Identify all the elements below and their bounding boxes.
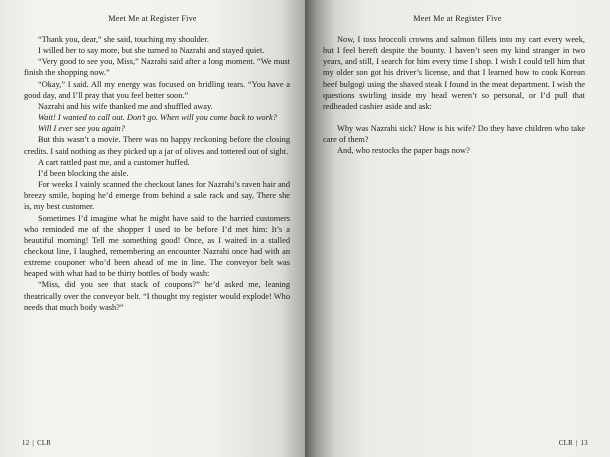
running-head: Meet Me at Register Five [108,14,197,23]
folio-label: CLR [37,440,52,447]
paragraph: Sometimes I’d imagine what he might have said to the harried customers who reminded me of the shopper I used to be before I’d met him: It’s a beautiful morning! Tell me something good! Once, as I waited in a stalled checkout line, I laughed, remembering an encounter Nazrahi once had with an extreme couponer who’d been ahead of me in line. The conveyor belt was heaped with what had to be thirty bottles of body wash: [24,213,290,279]
folio-label: CLR [558,440,573,447]
paragraph: “Miss, did you see that stack of coupons?” he’d asked me, leaning theatrically over the conveyor belt. “I thought my register would explode! Who needs that much body wash?” [24,280,290,312]
folio-number: 12 [22,440,30,447]
paragraph: And, who restocks the paper bags now? [337,146,470,156]
paragraph: Wait! I wanted to call out. Don’t go. When will you come back to work? [38,113,277,123]
page-number [22,440,51,447]
paragraph: For weeks I vainly scanned the checkout lanes for Nazrahi’s raven hair and breezy smile, hoping he’d emerge from behind a sale rack and say, There she is, my best customer. [24,180,290,212]
body-text [323,34,585,157]
right-page [305,0,610,457]
paragraph: I willed her to say more, but she turned to Nazrahi and stayed quiet. [38,46,265,56]
paragraph: I’d been blocking the aisle. [38,168,129,178]
paragraph: “Thank you, dear,” she said, touching my shoulder. [38,35,209,44]
running-head: Meet Me at Register Five [413,14,502,23]
paragraph: Now, I toss broccoli crowns and salmon fillets into my cart every week, but I feel bereft despite the bounty. I haven’t seen my kind stranger in two years, and still, I search for him every time I shop. I wish I could tell him that my older son got his driver’s license, and that I learned how to cook Korean beef bulgogi using the shaved steak I found in the meat department. I wish the questions swirling inside my head weren’t so personal, or I’d pull that redheaded cashier aside and ask: [323,35,585,111]
body-text [24,34,290,313]
paragraph: Will I ever see you again? [38,124,125,134]
paragraph: But this wasn’t a movie. There was no happy reckoning before the closing credits. I said nothing as they picked up a jar of olives and tottered out of sight. [24,135,290,156]
paragraph: A cart rattled past me, and a customer huffed. [38,157,190,167]
folio-separator: | [575,440,578,447]
page-number [559,440,588,447]
paragraph: “Very good to see you, Miss,” Nazrahi said after a long moment. “We must finish the shopping now.” [24,57,290,78]
paragraph: Why was Nazrahi sick? How is his wife? Do they have children who take care of them? [323,124,585,145]
paragraph: Nazrahi and his wife thanked me and shuffled away. [38,101,213,111]
paragraph: “Okay,” I said. All my energy was focused on bridling tears. “You have a good day, and I’ll pray that you feel better soon.” [24,79,290,100]
folio-separator: | [32,440,35,447]
folio-number: 13 [580,440,588,447]
